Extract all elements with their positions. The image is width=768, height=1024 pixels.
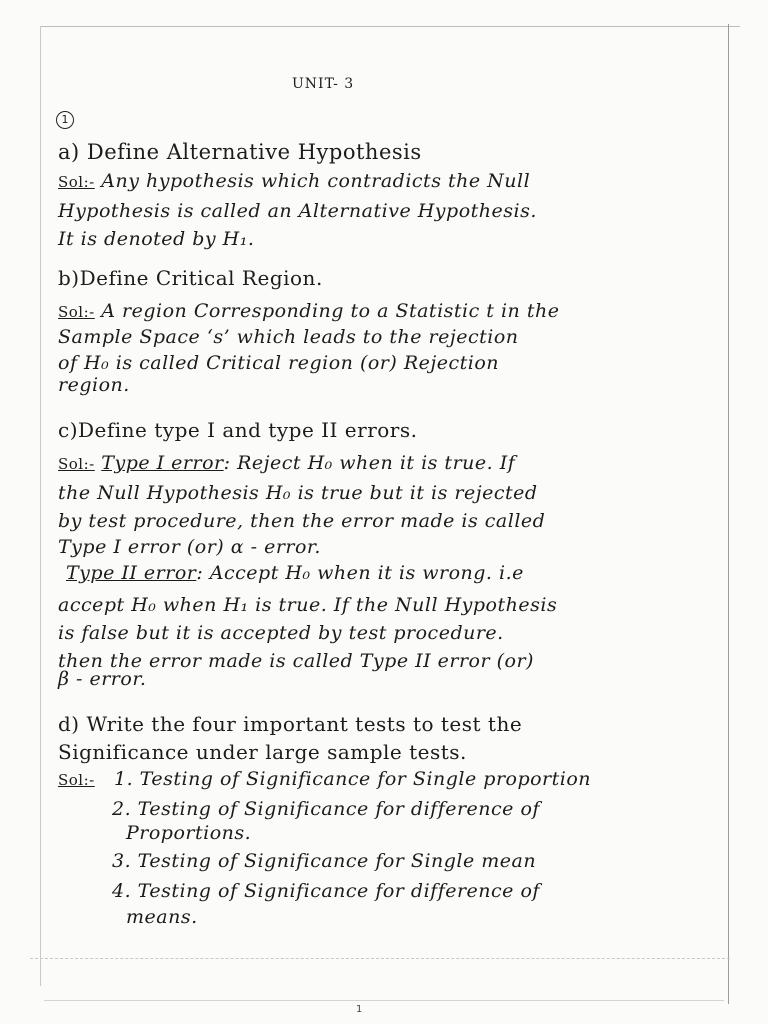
type1-line-2: the Null Hypothesis H₀ is true but it is rejected xyxy=(58,482,538,504)
type1-line-4: Type I error (or) α - error. xyxy=(58,536,321,558)
answer-b-line-3: of H₀ is called Critical region (or) Rejection xyxy=(58,352,500,374)
answer-a-text-1: Any hypothesis which contradicts the Null xyxy=(101,170,531,192)
type1-text-1: : Reject H₀ when it is true. If xyxy=(223,452,516,474)
type1-line-3: by test procedure, then the error made is called xyxy=(58,510,546,532)
type1-label: Type I error xyxy=(101,452,224,474)
page-border-right xyxy=(728,24,729,1004)
answer-a-line-2: Hypothesis is called an Alternative Hypothesis. xyxy=(58,200,537,222)
sol-label-b: Sol:- xyxy=(58,303,95,321)
answer-b-line-2: Sample Space ‘s’ which leads to the rejection xyxy=(58,326,519,348)
sol-label-a: Sol:- xyxy=(58,173,95,191)
test-item-4: 4. Testing of Significance for difference of xyxy=(112,880,540,902)
page-border-top xyxy=(40,26,740,27)
answer-a-line-3: It is denoted by H₁. xyxy=(58,228,255,250)
page-number: 1 xyxy=(356,1004,363,1015)
test-item-4-cont: means. xyxy=(126,906,198,928)
answer-b-line-4: region. xyxy=(58,374,130,396)
type1-line-1 xyxy=(58,452,515,474)
page-border-bottom-2 xyxy=(44,1000,724,1001)
type2-text-1: : Accept H₀ when it is wrong. i.e xyxy=(196,562,524,584)
type2-line-5: β - error. xyxy=(58,668,147,690)
answer-b-text-1: A region Corresponding to a Statistic t in the xyxy=(101,300,560,322)
type2-line-3: is false but it is accepted by test procedure. xyxy=(58,622,504,644)
heading-b: b)Define Critical Region. xyxy=(58,266,323,290)
test-item-3: 3. Testing of Significance for Single mean xyxy=(112,850,537,872)
sol-label-d: Sol:- xyxy=(58,771,95,789)
sol-label-c: Sol:- xyxy=(58,455,95,473)
heading-d-line-2: Significance under large sample tests. xyxy=(58,740,467,764)
type2-label: Type II error xyxy=(66,562,197,584)
heading-a: a) Define Alternative Hypothesis xyxy=(58,140,422,164)
type2-line-4: then the error made is called Type II error (or) xyxy=(58,650,534,672)
unit-title: UNIT- 3 xyxy=(292,76,355,92)
question-number: 1 xyxy=(56,111,74,129)
answer-b-line-1 xyxy=(58,300,559,322)
type2-line-2: accept H₀ when H₁ is true. If the Null Hypothesis xyxy=(58,594,558,616)
sol-label-d-line xyxy=(58,768,95,790)
test-item-1: 1. Testing of Significance for Single proportion xyxy=(114,768,592,790)
heading-d-line-1: d) Write the four important tests to test the xyxy=(58,712,523,736)
test-item-2-cont: Proportions. xyxy=(126,822,252,844)
test-item-2: 2. Testing of Significance for difference of xyxy=(112,798,540,820)
page-border-bottom xyxy=(30,958,730,959)
answer-a-line-1 xyxy=(58,170,530,192)
heading-c: c)Define type I and type II errors. xyxy=(58,418,418,442)
page-border-left xyxy=(40,26,41,986)
type2-line-1 xyxy=(66,562,524,584)
